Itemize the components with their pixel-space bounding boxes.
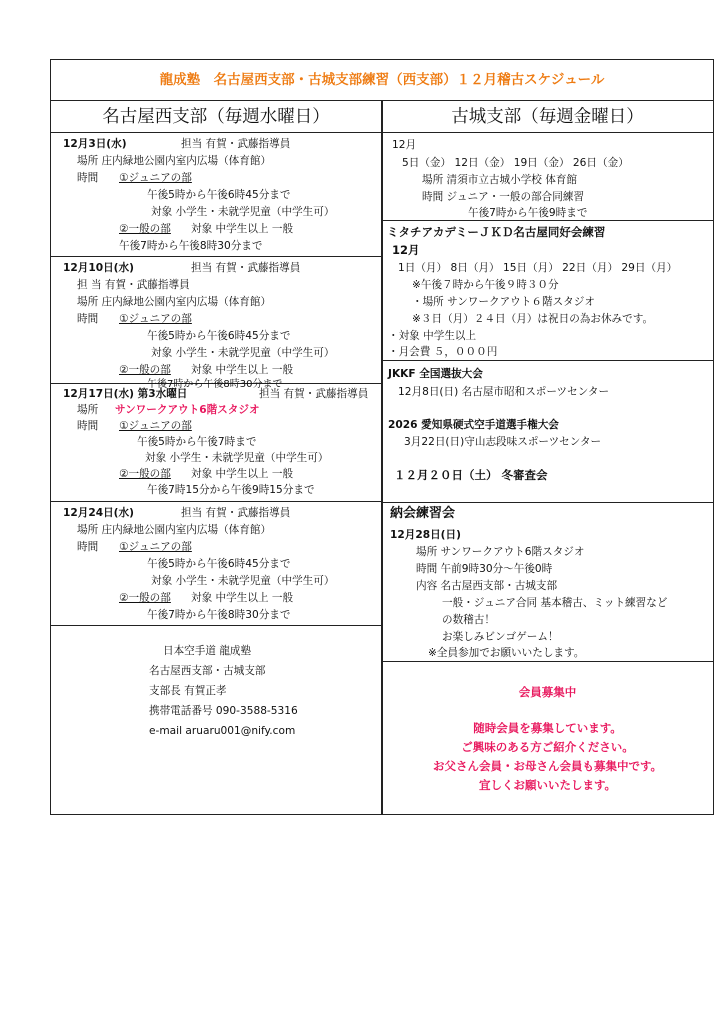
general-time: 午後7時から午後8時30分まで bbox=[147, 609, 291, 621]
nokai-title: 納会練習会 bbox=[390, 506, 456, 521]
place: 場所 庄内緑地公園内室内広場（体育館） bbox=[77, 524, 272, 536]
jkkf-date: 12月8日(日) 名古屋市昭和スポーツセンター bbox=[398, 386, 610, 398]
recruit-line1: 随時会員を募集しています。 bbox=[473, 721, 622, 735]
general-section: ②一般の部 bbox=[119, 592, 171, 604]
date: 12月10日(水) bbox=[63, 262, 134, 274]
place-label: 場所 bbox=[77, 404, 99, 416]
dojo-name: 日本空手道 龍成塾 bbox=[163, 645, 252, 657]
place: 場所 庄内緑地公園内室内広場（体育館） bbox=[77, 296, 272, 308]
kojo-time-range: 午後7時から午後9時まで bbox=[468, 207, 588, 219]
kojo-place: 場所 清須市立古城小学校 体育館 bbox=[422, 174, 578, 186]
nokai-content-detail: 一般・ジュニア合同 基本稽古、ミット練習など bbox=[442, 597, 668, 609]
instructor: 担当 有賀・武藤指導員 bbox=[181, 138, 291, 150]
recruit-line3: お父さん会員・お母さん会員も募集中です。 bbox=[432, 759, 663, 773]
nokai-attendance-note: ※全員参加でお願いいたします。 bbox=[428, 647, 585, 659]
junior-section: ①ジュニアの部 bbox=[119, 541, 192, 553]
nokai-place: 場所 サンワークアウト6階スタジオ bbox=[416, 546, 585, 558]
mitachi-dates: 1日（月） 8日（月） 15日（月） 22日（月） 29日（月） bbox=[398, 262, 678, 274]
nokai-practice bbox=[382, 503, 713, 662]
schedule-dec17 bbox=[51, 384, 381, 502]
place: 場所 庄内緑地公園内室内広場（体育館） bbox=[77, 155, 272, 167]
instructor: 担当 有賀・武藤指導員 bbox=[259, 388, 369, 400]
branch-names: 名古屋西支部・古城支部 bbox=[149, 665, 266, 677]
jkkf-title: JKKF 全国選抜大会 bbox=[388, 368, 483, 380]
time-label: 時間 bbox=[77, 420, 99, 432]
nokai-bingo: お楽しみビンゴゲーム！ bbox=[442, 631, 559, 643]
general-time: 午後7時から午後8時30分まで bbox=[119, 240, 263, 252]
general-target: 対象 中学生以上 一般 bbox=[191, 223, 294, 235]
general-section: ②一般の部 bbox=[119, 223, 171, 235]
instructor-repeat: 担 当 有賀・武藤指導員 bbox=[77, 279, 190, 291]
aichi-title: 2026 愛知県硬式空手道選手権大会 bbox=[388, 419, 559, 431]
mitachi-place: ・場所 サンワークアウト６階スタジオ bbox=[412, 296, 595, 308]
schedule-dec10 bbox=[51, 257, 381, 390]
general-section: ②一般の部 bbox=[119, 468, 171, 480]
junior-target: 対象 小学生・未就学児童（中学生可） bbox=[151, 347, 335, 359]
recruit-line2: ご興味のある方ご紹介ください。 bbox=[461, 740, 634, 754]
mitachi-fee: ・月会費 ５，０００円 bbox=[388, 346, 498, 358]
schedule-sheet bbox=[50, 59, 714, 815]
junior-time: 午後5時から午後6時45分まで bbox=[147, 558, 291, 570]
right-column-header: 古城支部（毎週金曜日） bbox=[382, 101, 713, 133]
schedule-dec3 bbox=[51, 133, 381, 257]
general-section: ②一般の部 bbox=[119, 364, 171, 376]
mitachi-title: ミタチアカデミーＪＫＤ名古屋同好会練習 bbox=[387, 225, 606, 239]
schedule-dec24 bbox=[51, 502, 381, 626]
phone-number: 携帯電話番号 090-3588-5316 bbox=[149, 705, 298, 717]
nokai-content-detail2: の数稽古！ bbox=[442, 614, 495, 626]
junior-section: ①ジュニアの部 bbox=[119, 420, 192, 432]
mitachi-holiday-note: ※３日（月）２４日（月）は祝日の為お休みです。 bbox=[412, 313, 654, 325]
page-title: 龍成塾 名古屋西支部・古城支部練習（西支部）１２月稽古スケジュール bbox=[51, 60, 713, 101]
general-target: 対象 中学生以上 一般 bbox=[191, 364, 294, 376]
junior-time: 午後5時から午後6時45分まで bbox=[147, 189, 291, 201]
general-target: 対象 中学生以上 一般 bbox=[191, 592, 294, 604]
time-label: 時間 bbox=[77, 313, 99, 325]
events bbox=[382, 361, 713, 503]
branch-leader: 支部長 有賀正孝 bbox=[149, 685, 227, 697]
general-target: 対象 中学生以上 一般 bbox=[191, 468, 294, 480]
contact-info bbox=[51, 626, 381, 814]
aichi-date: 3月22日(日)守山志段味スポーツセンター bbox=[404, 436, 602, 448]
instructor: 担当 有賀・武藤指導員 bbox=[191, 262, 301, 274]
mitachi-month: 12月 bbox=[392, 243, 420, 257]
kojo-dates: 5日（金） 12日（金） 19日（金） 26日（金） bbox=[402, 157, 629, 169]
instructor: 担当 有賀・武藤指導員 bbox=[181, 507, 291, 519]
kojo-month: 12月 bbox=[392, 139, 417, 151]
time-label: 時間 bbox=[77, 541, 99, 553]
junior-time: 午後5時から午後6時45分まで bbox=[147, 330, 291, 342]
mitachi-time-note: ※午後７時から午後９時３０分 bbox=[412, 279, 559, 291]
recruit-title: 会員募集中 bbox=[518, 685, 577, 699]
nokai-date: 12月28日(日) bbox=[390, 529, 461, 541]
junior-target: 対象 小学生・未就学児童（中学生可） bbox=[151, 575, 335, 587]
junior-section: ①ジュニアの部 bbox=[119, 313, 192, 325]
kojo-schedule bbox=[382, 133, 713, 221]
member-recruitment bbox=[382, 662, 713, 814]
mitachi-target: ・対象 中学生以上 bbox=[388, 330, 477, 342]
email-address: e-mail aruaru001@nify.com bbox=[149, 725, 296, 737]
nokai-content: 内容 名古屋西支部・古城支部 bbox=[416, 580, 558, 592]
exam-date: １２月２０日（土） 冬審査会 bbox=[394, 468, 548, 482]
general-time: 午後7時から午後8時30分まで bbox=[147, 379, 283, 390]
junior-target: 対象 小学生・未就学児童（中学生可） bbox=[145, 452, 329, 464]
left-column-header: 名古屋西支部（毎週水曜日） bbox=[51, 101, 381, 133]
date: 12月3日(水) bbox=[63, 138, 127, 150]
junior-section: ①ジュニアの部 bbox=[119, 172, 192, 184]
nokai-time: 時間 午前9時30分～午後0時 bbox=[416, 563, 553, 575]
date: 12月17日(水) 第3水曜日 bbox=[63, 388, 188, 400]
junior-time: 午後5時から午後7時まで bbox=[137, 436, 257, 448]
junior-target: 対象 小学生・未就学児童（中学生可） bbox=[151, 206, 335, 218]
mitachi-academy bbox=[382, 221, 713, 361]
general-time: 午後7時15分から午後9時15分まで bbox=[147, 484, 315, 496]
kojo-time: 時間 ジュニア・一般の部合同練習 bbox=[422, 191, 585, 203]
time-label: 時間 bbox=[77, 172, 99, 184]
place-highlight: サンワークアウト6階スタジオ bbox=[115, 404, 260, 416]
date: 12月24日(水) bbox=[63, 507, 134, 519]
recruit-line4: 宜しくお願いいたします。 bbox=[478, 778, 617, 792]
